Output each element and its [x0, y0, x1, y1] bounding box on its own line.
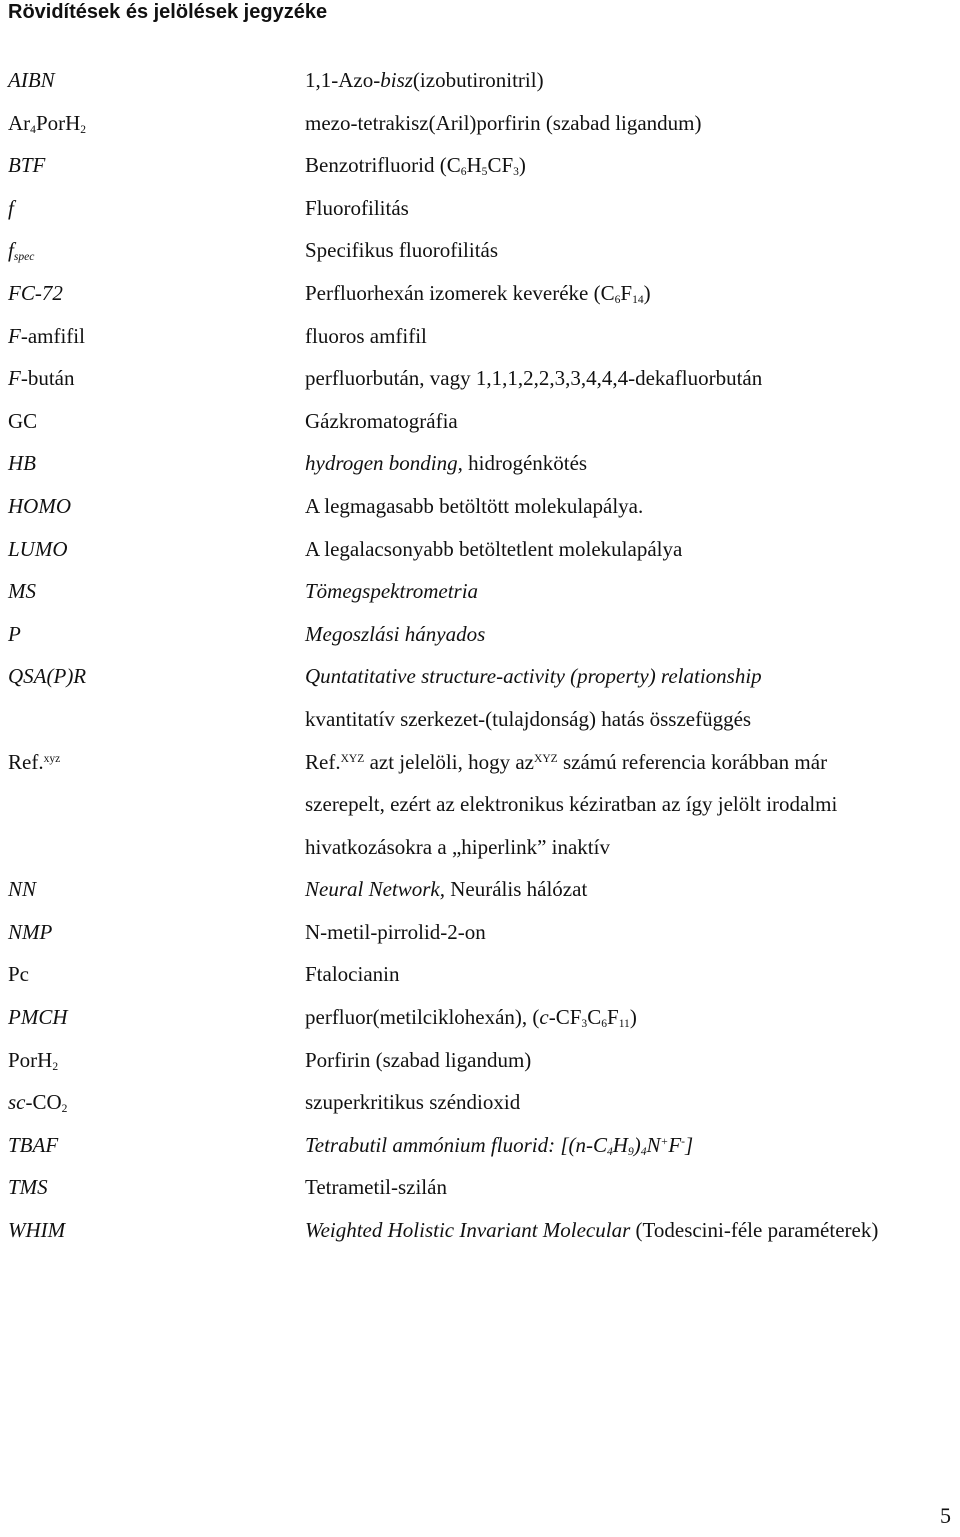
text-run: CF — [487, 153, 514, 178]
abbreviation-term — [0, 442, 305, 485]
abbreviation-term — [0, 570, 305, 613]
text-run: A legmagasabb betöltött molekulapálya. — [305, 493, 644, 518]
abbreviation-term — [0, 485, 305, 528]
text-run: F — [8, 366, 21, 391]
text-run: mezo-tetrakisz(Aril)porfirin (szabad ligandum) — [305, 110, 702, 135]
text-run: GC — [8, 408, 38, 433]
text-run: H — [612, 1132, 628, 1157]
definition-line — [305, 144, 945, 187]
definition-line — [305, 698, 945, 741]
text-run: ) — [643, 280, 651, 305]
text-run: szuperkritikus széndioxid — [305, 1090, 521, 1115]
text-run: Ref. — [8, 749, 44, 774]
abbreviation-term — [0, 655, 305, 740]
definition-line — [305, 911, 945, 954]
definition-line — [305, 442, 945, 485]
abbreviation-term — [0, 1166, 305, 1209]
text-run: Gázkromatográfia — [305, 408, 458, 433]
text-run: Megoszlási hányados — [305, 621, 486, 646]
text-run: f — [8, 195, 14, 220]
definition-line — [305, 272, 945, 315]
abbreviation-list — [0, 59, 960, 1252]
definition-line — [305, 1039, 945, 1082]
text-run: bisz — [380, 68, 413, 92]
abbreviation-definition — [305, 570, 945, 613]
abbreviation-entry — [0, 187, 960, 230]
abbreviation-definition — [305, 911, 945, 954]
text-run: 1,1-Azo- — [305, 68, 381, 92]
text-run: ) — [629, 1005, 637, 1030]
text-run: f — [8, 238, 14, 263]
abbreviation-definition — [305, 102, 945, 145]
text-run: 6 — [460, 166, 467, 179]
text-run: LUMO — [8, 536, 68, 561]
text-run: F — [8, 323, 21, 348]
abbreviation-entry — [0, 272, 960, 315]
definition-line — [305, 868, 945, 911]
definition-line — [305, 741, 945, 784]
text-run: HB — [8, 451, 36, 476]
abbreviation-definition — [305, 272, 945, 315]
abbreviation-term — [0, 144, 305, 187]
definition-line — [305, 1124, 945, 1167]
text-run: N-metil-pirrolid-2-on — [305, 919, 486, 944]
text-run: xyz — [43, 752, 61, 765]
abbreviation-entry — [0, 59, 960, 102]
text-run: fluoros amfifil — [305, 323, 427, 348]
text-run: F — [620, 280, 633, 305]
text-run: Perfluorhexán izomerek keveréke (C — [305, 280, 615, 305]
abbreviation-term — [0, 996, 305, 1039]
text-run: XYZ — [534, 752, 558, 765]
abbreviation-entry — [0, 357, 960, 400]
definition-line — [305, 315, 945, 358]
text-run: HOMO — [8, 493, 71, 518]
text-run: 2 — [80, 123, 87, 136]
abbreviation-term — [0, 528, 305, 571]
abbreviation-entry — [0, 1039, 960, 1082]
text-run: Tetrametil-szilán — [305, 1175, 447, 1200]
definition-line — [305, 229, 945, 272]
text-run: XYZ — [340, 752, 365, 765]
text-run: 6 — [601, 1018, 607, 1031]
text-run: PMCH — [8, 1005, 68, 1030]
text-run: C — [587, 1005, 602, 1030]
abbreviation-definition — [305, 1081, 945, 1124]
definition-line — [305, 996, 945, 1039]
text-run: TBAF — [8, 1132, 59, 1157]
text-run: ] — [685, 1132, 694, 1157]
definition-line — [305, 570, 945, 613]
abbreviation-definition — [305, 1209, 945, 1252]
text-run: Fluorofilitás — [305, 195, 409, 220]
text-run: NN — [8, 877, 37, 902]
abbreviation-entry — [0, 911, 960, 954]
text-run: c — [539, 1005, 549, 1030]
text-run: WHIM — [8, 1218, 66, 1243]
abbreviation-definition — [305, 1124, 945, 1167]
text-run: hydrogen bonding, — [305, 451, 463, 476]
text-run: Quntatitative structure-activity (property) relationship — [305, 664, 762, 689]
text-run: 11 — [618, 1018, 630, 1031]
text-run: F — [607, 1005, 619, 1030]
text-run: 4 — [640, 1146, 647, 1159]
text-run: spec — [13, 251, 35, 264]
abbreviation-entry — [0, 996, 960, 1039]
abbreviation-entry — [0, 485, 960, 528]
text-run: Neurális hálózat — [445, 877, 588, 902]
abbreviation-entry — [0, 1166, 960, 1209]
text-run: - — [681, 1135, 686, 1148]
text-run: TMS — [8, 1175, 48, 1200]
abbreviation-term — [0, 102, 305, 145]
abbreviation-definition — [305, 613, 945, 656]
text-run: MS — [8, 579, 36, 604]
definition-line — [305, 1166, 945, 1209]
abbreviation-term — [0, 1124, 305, 1167]
text-run: PorH — [8, 1047, 53, 1072]
abbreviation-entry — [0, 102, 960, 145]
text-run: Pc — [8, 962, 29, 987]
text-run: + — [660, 1135, 669, 1148]
text-run: (izobutironitril) — [412, 68, 544, 92]
text-run: Ref. — [305, 749, 341, 774]
text-run: 4 — [607, 1146, 613, 1159]
text-run: hivatkozásokra a „hiperlink” inaktív — [305, 834, 610, 859]
abbreviation-entry — [0, 1081, 960, 1124]
abbreviation-term — [0, 868, 305, 911]
text-run: ) — [518, 153, 526, 178]
definition-line — [305, 528, 945, 571]
text-run: F — [668, 1132, 682, 1157]
definition-line — [305, 1081, 945, 1124]
text-run: azt jelelöli, hogy az — [364, 749, 534, 774]
definition-line — [305, 613, 945, 656]
abbreviation-term — [0, 187, 305, 230]
abbreviation-definition — [305, 144, 945, 187]
abbreviation-term — [0, 400, 305, 443]
abbreviation-definition — [305, 868, 945, 911]
abbreviation-entry — [0, 144, 960, 187]
abbreviation-entry — [0, 953, 960, 996]
text-run: 14 — [632, 294, 644, 307]
text-run: számú referencia korábban már — [557, 749, 828, 774]
definition-line — [305, 357, 945, 400]
definition-line — [305, 826, 945, 869]
text-run: 4 — [30, 123, 36, 136]
definition-line — [305, 102, 945, 145]
abbreviation-term — [0, 953, 305, 996]
text-run: FC-72 — [8, 280, 63, 305]
definition-line — [305, 187, 945, 230]
text-run: -bután — [20, 366, 75, 391]
abbreviation-entry — [0, 1209, 960, 1252]
abbreviation-entry — [0, 528, 960, 571]
text-run: P — [8, 621, 21, 646]
text-run: -CF — [548, 1005, 582, 1030]
text-run: sc — [8, 1090, 26, 1115]
abbreviation-entry — [0, 741, 960, 869]
abbreviation-term — [0, 613, 305, 656]
text-run: -amfifil — [20, 323, 85, 348]
text-run: 3 — [513, 166, 519, 179]
abbreviation-definition — [305, 229, 945, 272]
text-run: QSA(P)R — [8, 664, 87, 689]
text-run: Porfirin (szabad ligandum) — [305, 1047, 532, 1072]
abbreviation-term — [0, 59, 305, 102]
text-run: N — [646, 1132, 661, 1157]
text-run: Neural Network, — [305, 877, 445, 902]
abbreviation-definition — [305, 1166, 945, 1209]
abbreviation-entry — [0, 229, 960, 272]
text-run: BTF — [8, 153, 46, 178]
definition-line — [305, 400, 945, 443]
text-run: Ar — [8, 110, 31, 135]
text-run: Tömegspektrometria — [305, 579, 479, 604]
abbreviation-definition — [305, 1039, 945, 1082]
abbreviation-definition — [305, 528, 945, 571]
abbreviation-definition — [305, 357, 945, 400]
text-run: ) — [633, 1132, 641, 1157]
text-run: hidrogénkötés — [462, 451, 588, 476]
page-number: 5 — [940, 1503, 951, 1528]
abbreviation-definition — [305, 187, 945, 230]
text-run: kvantitatív szerkezet-(tulajdonság) hatás összefüggés — [305, 706, 752, 731]
text-run: szerepelt, ezért az elektronikus kéziratban az így jelölt irodalmi — [305, 792, 838, 817]
text-run: 2 — [61, 1103, 68, 1116]
text-run: AIBN — [8, 68, 55, 92]
text-run: (Todescini-féle paraméterek) — [630, 1218, 879, 1243]
abbreviation-entry — [0, 613, 960, 656]
abbreviation-term — [0, 272, 305, 315]
abbreviation-term — [0, 1039, 305, 1082]
definition-line — [305, 485, 945, 528]
abbreviation-definition — [305, 400, 945, 443]
abbreviation-definition — [305, 315, 945, 358]
definition-line — [305, 655, 945, 698]
text-run: 5 — [481, 166, 488, 179]
text-run: Benzotrifluorid (C — [305, 153, 461, 178]
abbreviation-definition — [305, 485, 945, 528]
abbreviation-definition — [305, 442, 945, 485]
text-run: Specifikus fluorofilitás — [305, 238, 499, 263]
abbreviation-term — [0, 1209, 305, 1252]
abbreviation-term — [0, 357, 305, 400]
abbreviation-term — [0, 315, 305, 358]
abbreviation-definition — [305, 655, 945, 740]
abbreviation-entry — [0, 400, 960, 443]
abbreviation-entry — [0, 868, 960, 911]
abbreviation-entry — [0, 315, 960, 358]
text-run: 3 — [581, 1018, 588, 1031]
text-run: Ftalocianin — [305, 962, 400, 987]
text-run: -CO — [25, 1090, 62, 1115]
definition-line — [305, 59, 945, 102]
abbreviation-definition — [305, 996, 945, 1039]
text-run: 6 — [614, 294, 621, 307]
abbreviation-term — [0, 1081, 305, 1124]
text-run: 2 — [52, 1060, 59, 1073]
definition-line — [305, 1209, 945, 1252]
definition-line — [305, 783, 945, 826]
abbreviation-definition — [305, 741, 945, 869]
text-run: 9 — [627, 1146, 634, 1159]
abbreviation-term — [0, 741, 305, 869]
text-run: H — [466, 153, 482, 178]
definition-line — [305, 953, 945, 996]
text-run: PorH — [35, 110, 81, 135]
abbreviation-entry — [0, 442, 960, 485]
text-run: perfluorbután, vagy 1,1,1,2,2,3,3,4,4,4-dekafluorbután — [305, 366, 763, 391]
text-run: A legalacsonyabb betöltetlent molekulapálya — [305, 536, 683, 561]
text-run: Tetrabutil ammónium fluorid: [(n-C — [305, 1132, 607, 1157]
abbreviation-term — [0, 229, 305, 272]
abbreviation-entry — [0, 570, 960, 613]
abbreviation-definition — [305, 953, 945, 996]
abbreviation-term — [0, 911, 305, 954]
text-run: NMP — [8, 919, 53, 944]
page-title: Rövidítések és jelölések jegyzéke — [8, 1, 328, 23]
abbreviation-entry — [0, 655, 960, 740]
abbreviation-definition — [305, 59, 945, 102]
text-run: perfluor(metilciklohexán), ( — [305, 1005, 540, 1030]
abbreviation-entry — [0, 1124, 960, 1167]
text-run: Weighted Holistic Invariant Molecular — [305, 1218, 631, 1243]
